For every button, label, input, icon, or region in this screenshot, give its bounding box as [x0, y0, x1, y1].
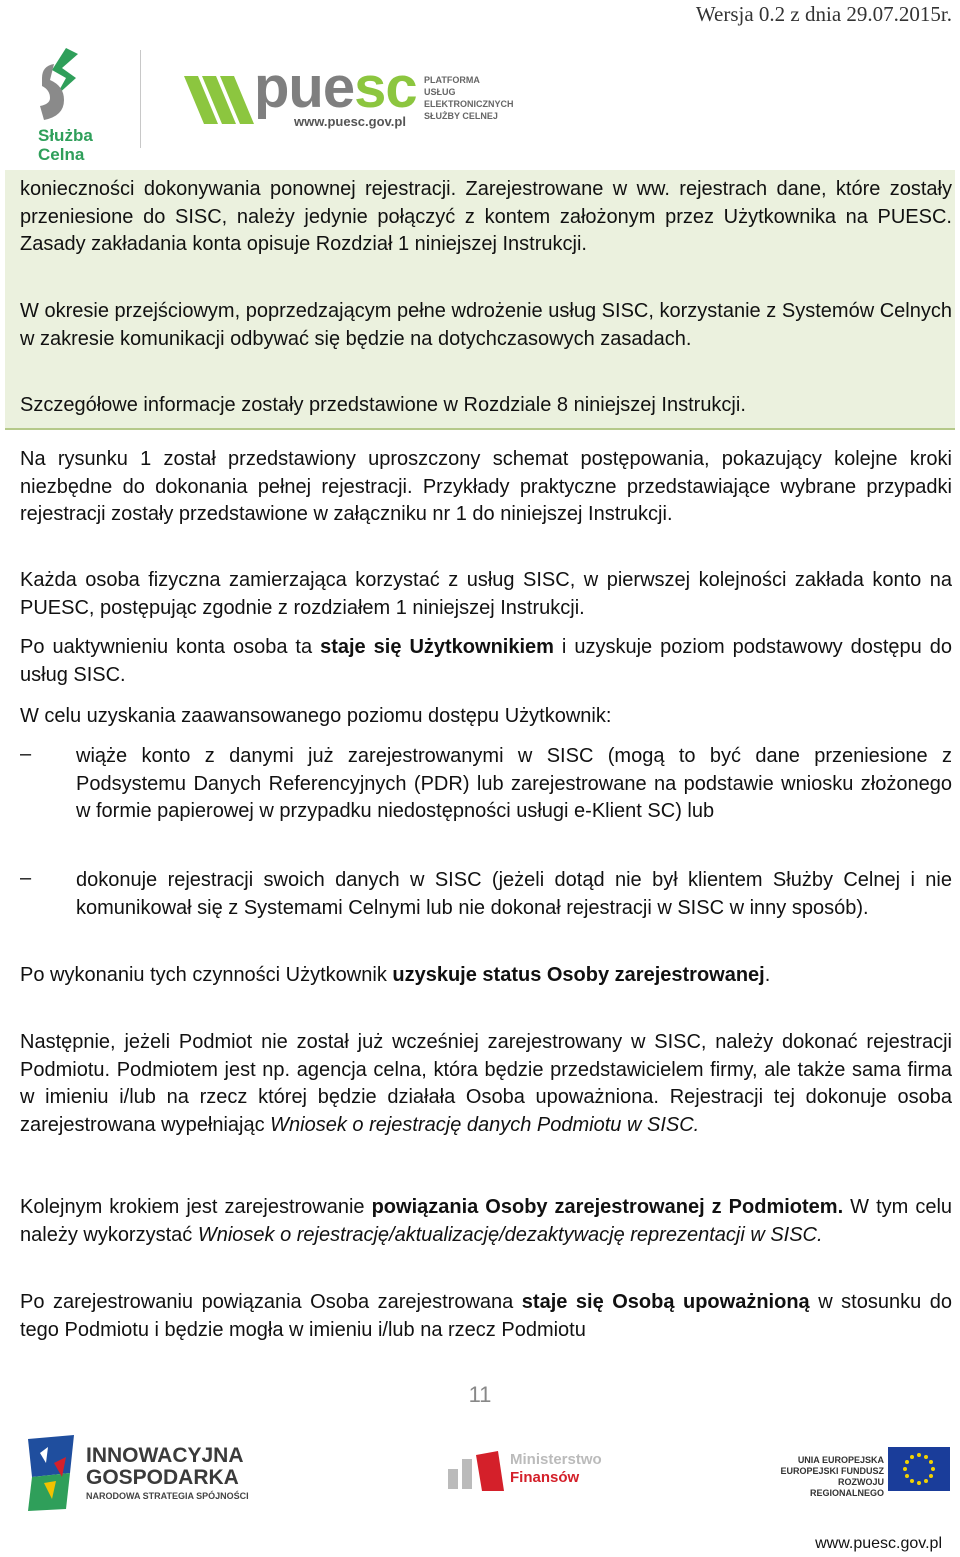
- puesc-tagline: PLATFORMA USŁUG ELEKTRONICZNYCH SŁUŻBY CELNEJ: [424, 75, 514, 121]
- highlight-box: [5, 170, 955, 430]
- eu-fund-text: UNIA EUROPEJSKA EUROPEJSKI FUNDUSZ ROZWOJU REGIONALNEGO: [780, 1455, 884, 1498]
- paragraph-6: Następnie, jeżeli Podmiot nie został już wcześniej zarejestrowany w SISC, należy dokonać rejestracji Podmiotu. Podmiotem jest np. agencja celna, która będzie przedstawicielem firmy, ale także sama firma w imieniu i/lub na rzecz której będzie działała Osoba upoważniona. Rejestracji tej dokonuje osoba zarejestrowana wypełniając Wniosek o rejestrację danych Podmiotu w SISC.: [20, 1031, 952, 1136]
- list-item-1: wiąże konto z danymi już zarejestrowanymi w SISC (mogą to być dane przeniesione z Podsystemu Danych Referencyjnych (PDR) lub zarejestrowane na podstawie wniosku złożonego w formie papierowej w przypadku niedostępności usługi e-Klient SC) lub: [76, 745, 952, 822]
- puesc-logo: [184, 55, 524, 144]
- puesc-logo-url: www.puesc.gov.pl: [294, 114, 406, 129]
- ministerstwo-finansow-icon: [448, 1451, 504, 1491]
- paragraph-3: Po uaktywnieniu konta osoba ta staje się Użytkownikiem i uzyskuje poziom podstawowy dostępu do usług SISC.: [20, 636, 953, 686]
- sluzba-celna-text: Służba Celna: [38, 126, 93, 164]
- box-paragraph-1: konieczności dokonywania ponownej rejestracji. Zarejestrowane w ww. rejestrach dane, które zostały przeniesione do SISC, należy jedynie połączyć z kontem założonym przez Użytkownika na PUESC. Zasady zakładania konta opisuje Rozdział 1 niniejszej Instrukcji.: [20, 178, 952, 255]
- puesc-stripes-icon: [184, 68, 254, 128]
- version-label: Wersja 0.2 z dnia 29.07.2015r.: [695, 2, 952, 26]
- paragraph-4: W celu uzyskania zaawansowanego poziomu dostępu Użytkownik:: [20, 705, 612, 727]
- sluzba-celna-logo: [30, 44, 110, 164]
- header-divider: [140, 50, 141, 148]
- footer-url: www.puesc.gov.pl: [815, 1535, 942, 1552]
- puesc-wordmark: puesc: [254, 55, 417, 120]
- ministerstwo-finansow-text: Ministerstwo Finansów: [510, 1451, 602, 1486]
- innowacyjna-gospodarka-subtitle: NARODOWA STRATEGIA SPÓJNOŚCI: [86, 1491, 249, 1501]
- sluzba-celna-mark-icon: [36, 44, 86, 122]
- box-paragraph-3: Szczegółowe informacje zostały przedstawione w Rozdziale 8 niniejszej Instrukcji.: [20, 394, 746, 416]
- page-number: 11: [468, 1382, 492, 1407]
- innowacyjna-gospodarka-text: INNOWACYJNA GOSPODARKA: [86, 1444, 244, 1489]
- list-item-2: dokonuje rejestracji swoich danych w SISC (jeżeli dotąd nie był klientem Służby Celnej i nie komunikował się z Systemami Celnymi lub nie dokonał rejestracji w SISC w inny sposób).: [76, 869, 952, 919]
- bullet-dash-1: –: [20, 743, 32, 765]
- paragraph-2: Każda osoba fizyczna zamierzająca korzystać z usług SISC, w pierwszej kolejności zakłada konto na PUESC, postępując zgodnie z rozdziałem 1 niniejszej Instrukcji.: [20, 569, 952, 619]
- box-paragraph-2: W okresie przejściowym, poprzedzającym pełne wdrożenie usług SISC, korzystanie z Systemów Celnych w zakresie komunikacji odbywać się będzie na dotychczasowych zasadach.: [20, 300, 952, 350]
- paragraph-1: Na rysunku 1 został przedstawiony uproszczony schemat postępowania, pokazujący kolejne kroki niezbędne do dokonania pełnej rejestracji. Przykłady praktyczne przedstawiające wybrane przypadki rejestracji zostały przedstawione w załączniku nr 1 do niniejszej Instrukcji.: [20, 448, 952, 525]
- paragraph-8: Po zarejestrowaniu powiązania Osoba zarejestrowana staje się Osobą upoważnioną w stosunku do tego Podmiotu i będzie mogła w imieniu i/lub na rzecz Podmiotu: [20, 1291, 952, 1341]
- bullet-dash-2: –: [20, 867, 32, 889]
- footer-logos: [0, 1425, 960, 1557]
- eu-flag-icon: [888, 1447, 950, 1491]
- innowacyjna-gospodarka-icon: [26, 1433, 78, 1513]
- paragraph-7: Kolejnym krokiem jest zarejestrowanie powiązania Osoby zarejestrowanej z Podmiotem. W tym celu należy wykorzystać Wniosek o rejestrację/aktualizację/dezaktywację reprezentacji w SISC.: [20, 1196, 953, 1246]
- paragraph-5: Po wykonaniu tych czynności Użytkownik uzyskuje status Osoby zarejestrowanej.: [20, 964, 771, 986]
- header-logos: [0, 38, 960, 163]
